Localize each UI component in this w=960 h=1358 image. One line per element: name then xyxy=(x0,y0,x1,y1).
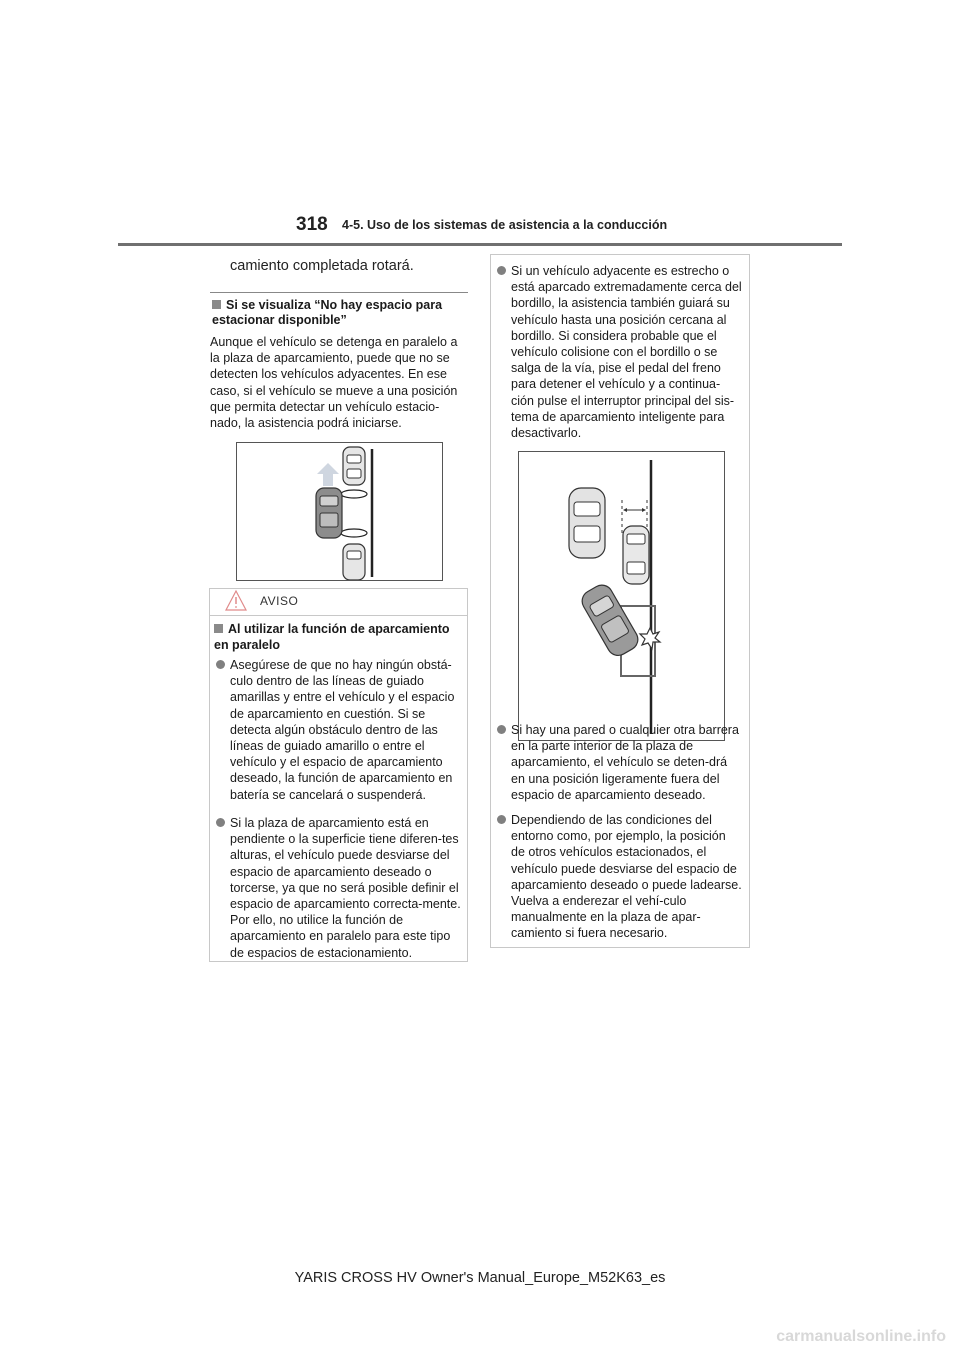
subheading-rule xyxy=(210,292,468,293)
right-bullet-text: Si hay una pared o cualquier otra barrera en la parte interior de la plaza de aparcamiento, el vehículo se deten-drá en una posición ligeramente fuera del espacio de aparcamiento deseado. xyxy=(511,723,739,802)
parked-car-icon xyxy=(623,526,649,584)
curb-collision-illustration xyxy=(518,451,725,741)
parked-car-icon xyxy=(569,488,605,558)
warning-bullet xyxy=(212,815,462,961)
right-bullet-text: Si un vehículo adyacente es estrecho o está aparcado extremadamente cerca del bordillo, la asistencia también guiará su vehículo hasta una posición cercana al bordillo. Si considera probable que el vehículo colisione con el bordillo o se salga de la vía, pise el pedal del freno para detener el vehículo y a continua-ción pulse el interruptor principal del sis-tema de aparcamiento inteligente para desactivarlo. xyxy=(511,264,742,441)
right-warning-box xyxy=(490,254,750,948)
parked-car-icon xyxy=(343,544,365,580)
section-title: 4-5. Uso de los sistemas de asistencia a la conducción xyxy=(342,218,668,232)
warning-heading xyxy=(214,622,462,653)
subheading xyxy=(212,298,468,328)
body-paragraph: Aunque el vehículo se detenga en paralelo a la plaza de aparcamiento, puede que no se detecten los vehículos adyacentes. En ese caso, si el vehículo se mueve a una posición que permita detectar un vehículo estacio-nado, la asistencia podrá iniciarse. xyxy=(210,335,458,431)
warning-title: AVISO xyxy=(260,594,299,608)
bullet-dot-icon xyxy=(497,266,506,275)
warning-bullet xyxy=(212,657,462,803)
right-bullet xyxy=(493,263,743,441)
warning-separator xyxy=(210,615,467,616)
continuation-text: camiento completada rotará. xyxy=(230,258,414,274)
right-bullet xyxy=(493,722,743,803)
square-bullet-icon xyxy=(214,624,223,633)
header-rule xyxy=(118,243,842,246)
parked-car-icon xyxy=(343,447,365,485)
collision-icon xyxy=(640,628,660,649)
bullet-dot-icon xyxy=(216,818,225,827)
right-bullet xyxy=(493,812,743,942)
forward-arrow-icon xyxy=(317,463,339,486)
bullet-dot-icon xyxy=(497,725,506,734)
own-vehicle-icon xyxy=(316,488,342,538)
watermark: carmanualsonline.info xyxy=(776,1328,946,1345)
warning-header xyxy=(210,589,467,613)
bullet-dot-icon xyxy=(216,660,225,669)
right-bullet-text: Dependiendo de las condiciones del entorno como, por ejemplo, la posición de otros vehículos estacionados, el vehículo puede desviarse del espacio de aparcamiento deseado o puede ladearse. Vuelva a enderezar el vehí-culo manualmente en la plaza de apar-camiento si fuera necesario. xyxy=(511,813,742,941)
page-number: 318 xyxy=(296,214,328,235)
own-vehicle-icon xyxy=(578,581,642,659)
warning-triangle-icon xyxy=(224,589,248,613)
parallel-parking-illustration xyxy=(236,442,443,581)
warning-heading-text: Al utilizar la función de aparcamiento en paralelo xyxy=(214,622,450,652)
warning-bullet-text: Asegúrese de que no hay ningún obstá-culo dentro de las líneas de guiado amarillas y entre el vehículo y el espacio de aparcamiento en cuestión. Si se detecta algún obstáculo dentro de las líneas de guiado amarillo o entre el vehículo y el espacio de aparcamiento deseado, la función de aparcamiento en batería se cancelará o suspenderá. xyxy=(230,658,455,802)
subheading-text: Si se visualiza “No hay espacio para estacionar disponible” xyxy=(212,298,443,327)
warning-bullet-text: Si la plaza de aparcamiento está en pendiente o la superficie tiene diferen-tes alturas, el vehículo puede desviarse del espacio de aparcamiento deseado o torcerse, ya que no será posible definir el espacio de aparcamiento correcta-mente. Por ello, no utilice la función de aparcamiento en paralelo para este tipo de espacios de estacionamiento. xyxy=(230,816,461,960)
bullet-dot-icon xyxy=(497,815,506,824)
square-bullet-icon xyxy=(212,300,221,309)
page-footer: YARIS CROSS HV Owner's Manual_Europe_M52K63_es xyxy=(294,1270,666,1286)
warning-box xyxy=(209,588,468,962)
